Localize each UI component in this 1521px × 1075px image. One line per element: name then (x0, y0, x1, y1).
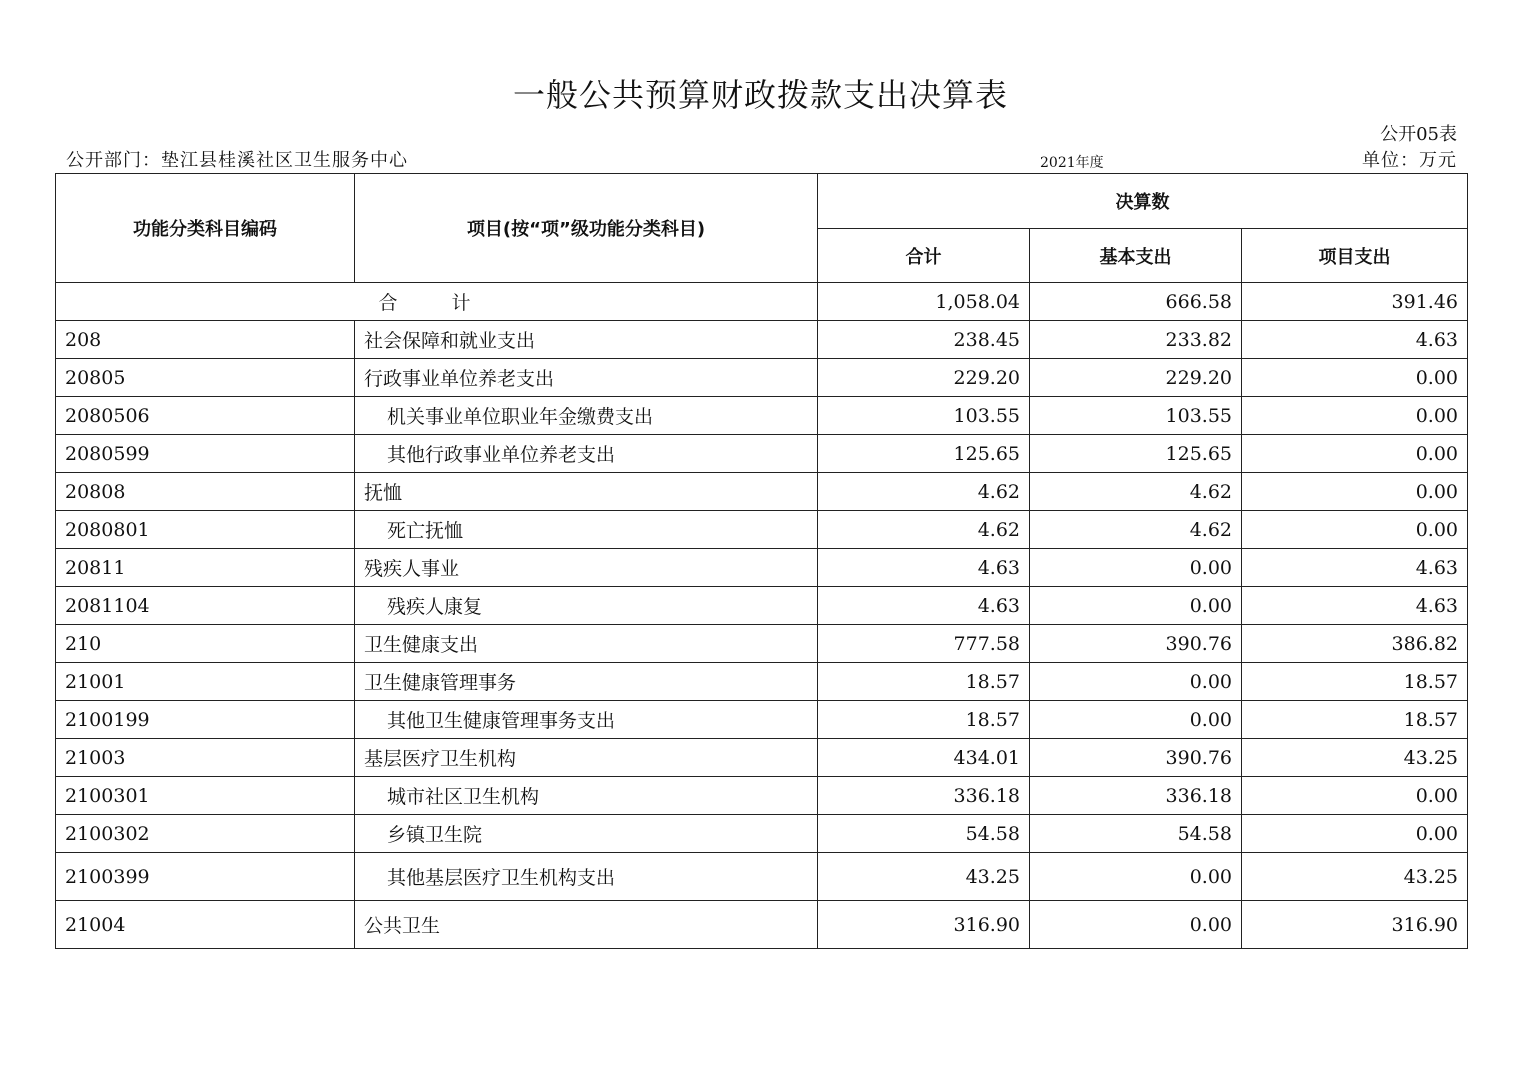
total-project: 391.46 (1242, 283, 1468, 321)
row-basic: 125.65 (1030, 435, 1242, 473)
row-code: 20808 (56, 473, 355, 511)
row-project: 0.00 (1242, 397, 1468, 435)
row-code: 2080599 (56, 435, 355, 473)
row-total: 336.18 (818, 777, 1030, 815)
row-name: 其他基层医疗卫生机构支出 (355, 853, 818, 901)
row-basic: 0.00 (1030, 587, 1242, 625)
header-code: 功能分类科目编码 (56, 174, 355, 283)
row-project: 4.63 (1242, 321, 1468, 359)
row-total: 4.62 (818, 511, 1030, 549)
row-code: 2100399 (56, 853, 355, 901)
row-project: 316.90 (1242, 901, 1468, 949)
row-basic: 233.82 (1030, 321, 1242, 359)
row-total: 43.25 (818, 853, 1030, 901)
row-total: 777.58 (818, 625, 1030, 663)
table-row (56, 777, 1468, 815)
header-basic: 基本支出 (1030, 229, 1242, 283)
row-basic: 4.62 (1030, 473, 1242, 511)
row-total: 18.57 (818, 701, 1030, 739)
row-name: 城市社区卫生机构 (355, 777, 818, 815)
row-project: 4.63 (1242, 549, 1468, 587)
row-name: 基层医疗卫生机构 (355, 739, 818, 777)
row-code: 21003 (56, 739, 355, 777)
table-row (56, 511, 1468, 549)
table-row (56, 473, 1468, 511)
row-name: 行政事业单位养老支出 (355, 359, 818, 397)
total-row (56, 283, 1468, 321)
row-name: 其他卫生健康管理事务支出 (355, 701, 818, 739)
row-basic: 0.00 (1030, 853, 1242, 901)
row-total: 238.45 (818, 321, 1030, 359)
table-row (56, 853, 1468, 901)
table-row (56, 435, 1468, 473)
row-code: 2100301 (56, 777, 355, 815)
row-basic: 390.76 (1030, 625, 1242, 663)
row-basic: 390.76 (1030, 739, 1242, 777)
row-name: 公共卫生 (355, 901, 818, 949)
table-row (56, 397, 1468, 435)
row-name: 其他行政事业单位养老支出 (355, 435, 818, 473)
unit-label: 单位：万元 (1362, 150, 1457, 171)
table-row (56, 663, 1468, 701)
row-project: 0.00 (1242, 359, 1468, 397)
row-code: 2080801 (56, 511, 355, 549)
row-code: 20811 (56, 549, 355, 587)
row-basic: 0.00 (1030, 549, 1242, 587)
row-name: 机关事业单位职业年金缴费支出 (355, 397, 818, 435)
table-row (56, 739, 1468, 777)
row-total: 229.20 (818, 359, 1030, 397)
row-project: 18.57 (1242, 701, 1468, 739)
row-basic: 229.20 (1030, 359, 1242, 397)
table-row (56, 587, 1468, 625)
table-row (56, 815, 1468, 853)
row-name: 卫生健康管理事务 (355, 663, 818, 701)
row-total: 4.63 (818, 587, 1030, 625)
row-project: 4.63 (1242, 587, 1468, 625)
row-basic: 336.18 (1030, 777, 1242, 815)
row-code: 2081104 (56, 587, 355, 625)
row-code: 208 (56, 321, 355, 359)
row-project: 0.00 (1242, 473, 1468, 511)
row-project: 18.57 (1242, 663, 1468, 701)
department-label: 公开部门：垫江县桂溪社区卫生服务中心 (66, 150, 408, 171)
row-code: 2100302 (56, 815, 355, 853)
table-row (56, 321, 1468, 359)
row-project: 43.25 (1242, 853, 1468, 901)
fiscal-year: 2021年度 (1040, 155, 1104, 171)
row-code: 210 (56, 625, 355, 663)
row-name: 死亡抚恤 (355, 511, 818, 549)
row-total: 54.58 (818, 815, 1030, 853)
row-code: 21001 (56, 663, 355, 701)
header-final-amount: 决算数 (818, 174, 1468, 229)
row-total: 4.62 (818, 473, 1030, 511)
row-basic: 0.00 (1030, 663, 1242, 701)
table-row (56, 625, 1468, 663)
row-project: 0.00 (1242, 435, 1468, 473)
row-code: 2100199 (56, 701, 355, 739)
row-project: 0.00 (1242, 815, 1468, 853)
row-basic: 0.00 (1030, 901, 1242, 949)
row-basic: 4.62 (1030, 511, 1242, 549)
row-total: 103.55 (818, 397, 1030, 435)
row-name: 卫生健康支出 (355, 625, 818, 663)
header-project: 项目支出 (1242, 229, 1468, 283)
row-code: 20805 (56, 359, 355, 397)
row-name: 残疾人康复 (355, 587, 818, 625)
total-label: 合 计 (56, 283, 818, 321)
table-row (56, 901, 1468, 949)
row-name: 抚恤 (355, 473, 818, 511)
page-title: 一般公共预算财政拨款支出决算表 (512, 76, 1008, 114)
row-total: 18.57 (818, 663, 1030, 701)
row-project: 0.00 (1242, 777, 1468, 815)
row-name: 乡镇卫生院 (355, 815, 818, 853)
header-total: 合计 (818, 229, 1030, 283)
form-number: 公开05表 (1380, 124, 1457, 145)
row-total: 125.65 (818, 435, 1030, 473)
row-total: 316.90 (818, 901, 1030, 949)
row-name: 社会保障和就业支出 (355, 321, 818, 359)
row-name: 残疾人事业 (355, 549, 818, 587)
row-basic: 103.55 (1030, 397, 1242, 435)
row-basic: 0.00 (1030, 701, 1242, 739)
table-row (56, 701, 1468, 739)
total-sum: 1,058.04 (818, 283, 1030, 321)
total-basic: 666.58 (1030, 283, 1242, 321)
row-total: 4.63 (818, 549, 1030, 587)
row-project: 43.25 (1242, 739, 1468, 777)
row-basic: 54.58 (1030, 815, 1242, 853)
expenditure-table (55, 173, 1468, 949)
row-total: 434.01 (818, 739, 1030, 777)
row-project: 0.00 (1242, 511, 1468, 549)
table-row (56, 549, 1468, 587)
row-code: 21004 (56, 901, 355, 949)
header-item: 项目(按“项”级功能分类科目) (355, 174, 818, 283)
row-code: 2080506 (56, 397, 355, 435)
table-row (56, 359, 1468, 397)
row-project: 386.82 (1242, 625, 1468, 663)
